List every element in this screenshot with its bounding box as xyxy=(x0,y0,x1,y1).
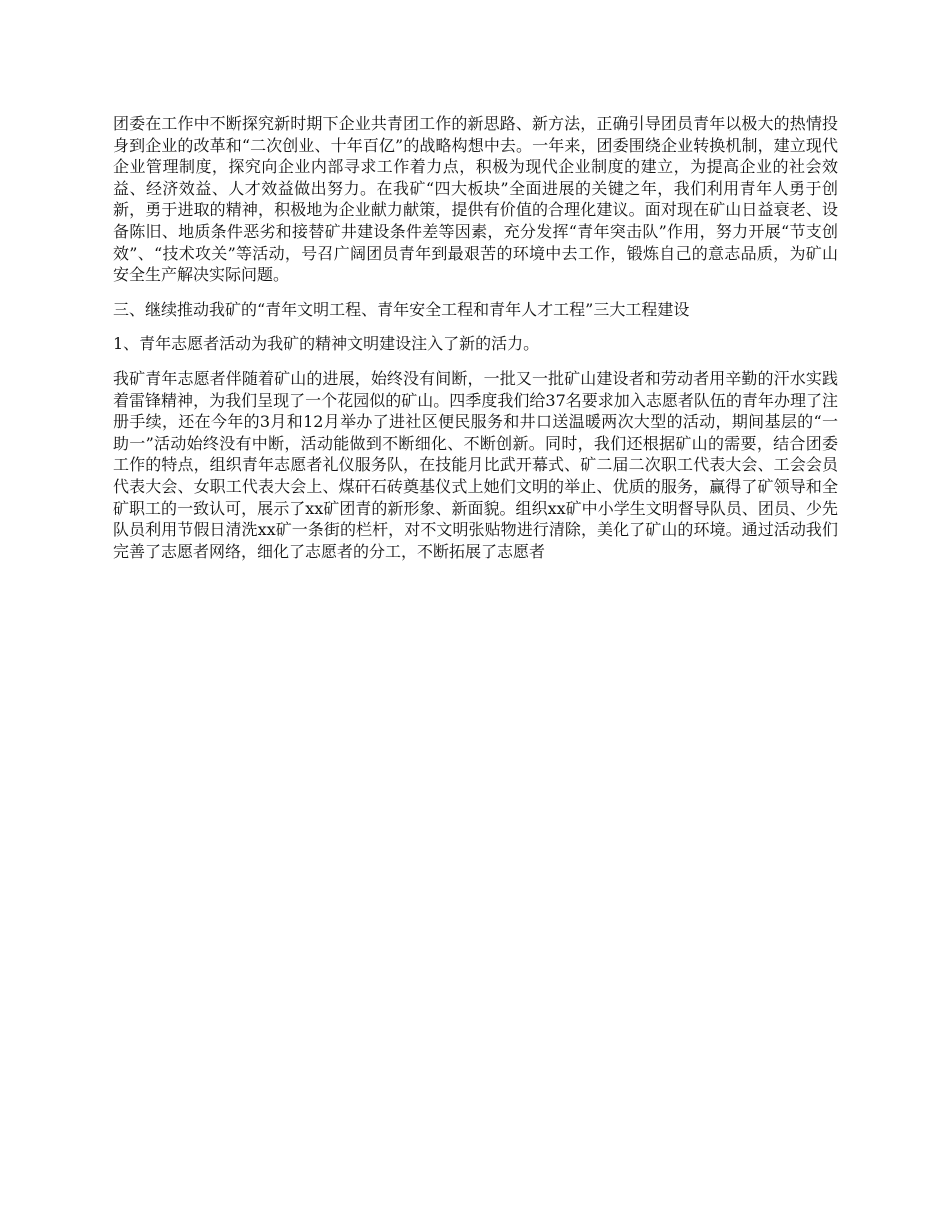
paragraph-volunteer-details: 我矿青年志愿者伴随着矿山的进展，始终没有间断，一批又一批矿山建设者和劳动者用辛勤的汗水实践着雷锋精神，为我们呈现了一个花园似的矿山。四季度我们给37名要求加入志愿者队伍的青年办理了注册手续，还在今年的3月和12月举办了进社区便民服务和井口送温暖两次大型的活动，期间基层的“一助一”活动始终没有中断，活动能做到不断细化、不断创新。同时，我们还根据矿山的需要，结合团委工作的特点，组织青年志愿者礼仪服务队，在技能月比武开幕式、矿二届二次职工代表大会、工会会员代表大会、女职工代表大会上、煤矸石砖奠基仪式上她们文明的举止、优质的服务，赢得了矿领导和全矿职工的一致认可，展示了xx矿团青的新形象、新面貌。组织xx矿中小学生文明督导队员、团员、少先队员利用节假日清洗xx矿一条街的栏杆，对不文明张贴物进行清除，美化了矿山的环境。通过活动我们完善了志愿者网络，细化了志愿者的分工，不断拓展了志愿者 xyxy=(113,368,838,561)
section-heading-three-projects: 三、继续推动我矿的“青年文明工程、青年安全工程和青年人才工程”三大工程建设 xyxy=(113,299,690,319)
subheading-volunteer-activities: 1、青年志愿者活动为我矿的精神文明建设注入了新的活力。 xyxy=(113,334,540,354)
paragraph-work-innovation: 团委在工作中不断探究新时期下企业共青团工作的新思路、新方法，正确引导团员青年以极大的热情投身到企业的改革和“二次创业、十年百亿”的战略构想中去。一年来，团委围绕企业转换机制，建立现代企业管理制度，探究向企业内部寻求工作着力点，积极为现代企业制度的建立，为提高企业的社会效益、经济效益、人才效益做出努力。在我矿“四大板块”全面进展的关键之年，我们利用青年人勇于创新，勇于进取的精神，积极地为企业献力献策，提供有价值的合理化建议。面对现在矿山日益衰老、设备陈旧、地质条件恶劣和接替矿井建设条件差等因素，充分发挥“青年突击队”作用，努力开展“节支创效”、“技术攻关”等活动，号召广阔团员青年到最艰苦的环境中去工作，锻炼自己的意志品质，为矿山安全生产解决实际问题。 xyxy=(113,114,838,285)
document-body xyxy=(113,113,838,575)
